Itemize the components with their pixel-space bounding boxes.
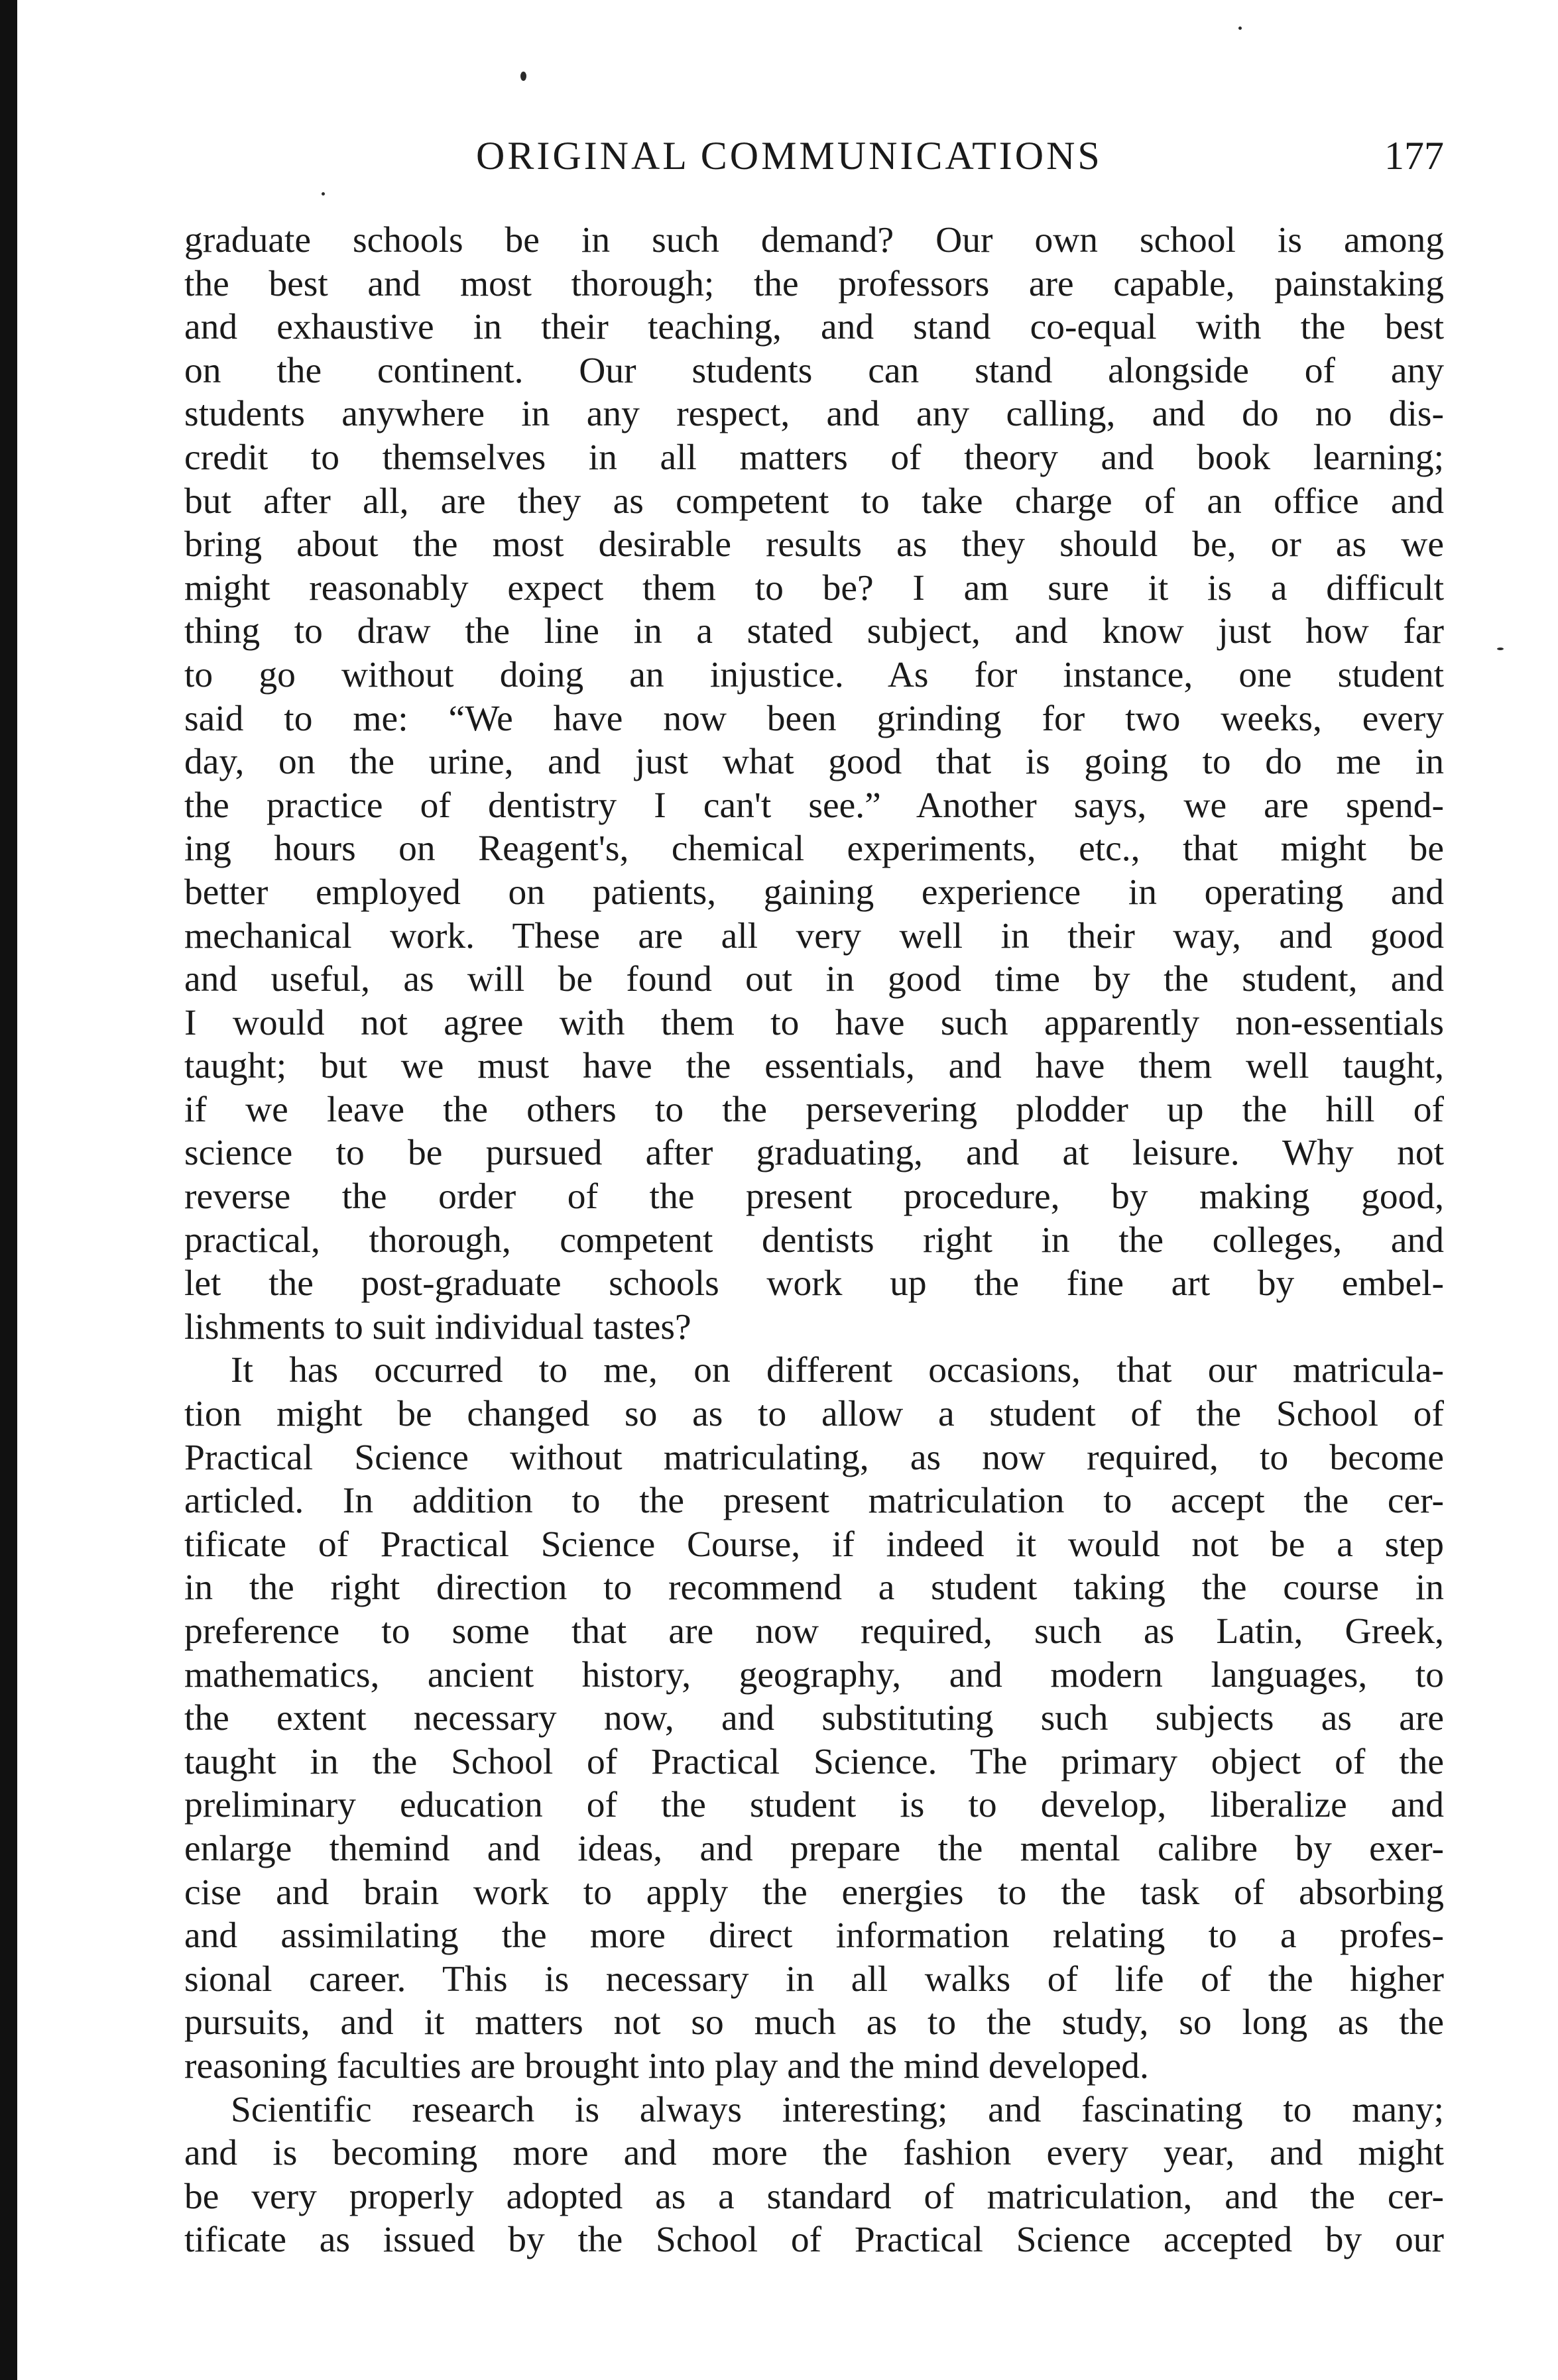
text-line: the best and most thorough; the professors are capable, painstaking [184,263,1444,304]
text-line: tion might be changed so as to allow a student of the School of [184,1394,1444,1435]
body-text [184,219,1444,2262]
text-line: credit to themselves in all matters of theory and book learning; [184,437,1444,478]
scan-speck [1238,27,1242,30]
page-number: 177 [1384,134,1444,178]
text-line: Practical Science without matriculating, as now required, to become [184,1437,1444,1478]
text-line: mechanical work. These are all very well in their way, and good [184,915,1444,956]
text-line: taught in the School of Practical Science. The primary object of the [184,1741,1444,1782]
text-line: pursuits, and it matters not so much as to the study, so long as the [184,2002,1444,2043]
text-line: tificate of Practical Science Course, if indeed it would not be a step [184,1524,1444,1565]
text-line: but after all, are they as competent to take charge of an office and [184,481,1444,522]
text-line: day, on the urine, and just what good that is going to do me in [184,742,1444,783]
scan-speck [1497,648,1504,650]
text-line: lishments to suit individual tastes? [184,1306,691,1347]
paragraph [184,1349,1444,2088]
text-line: sional career. This is necessary in all walks of life of the higher [184,1958,1444,2000]
text-line: bring about the most desirable results as they should be, or as we [184,524,1444,565]
text-line: Scientific research is always interesting; and fascinating to many; [231,2089,1444,2130]
scan-speck [322,192,325,196]
text-line: I would not agree with them to have such apparently non-essentials [184,1002,1444,1043]
text-line: articled. In addition to the present matriculation to accept the cer- [184,1481,1444,1522]
text-line: science to be pursued after graduating, and at leisure. Why not [184,1133,1444,1174]
text-line: if we leave the others to the persevering plodder up the hill of [184,1089,1444,1130]
text-line: preliminary education of the student is to develop, liberalize and [184,1785,1444,1826]
text-line: students anywhere in any respect, and any calling, and do no dis- [184,394,1444,435]
text-line: and exhaustive in their teaching, and stand co-equal with the best [184,307,1444,348]
text-line: tificate as issued by the School of Practical Science accepted by our [184,2220,1444,2261]
text-line: might reasonably expect them to be? I am sure it is a difficult [184,567,1444,608]
running-title: ORIGINAL COMMUNICATIONS [476,134,1103,178]
text-line: let the post-graduate schools work up the fine art by embel- [184,1263,1444,1304]
text-line: better employed on patients, gaining experience in operating and [184,872,1444,913]
text-line: be very properly adopted as a standard of matriculation, and the cer- [184,2176,1444,2217]
text-line: on the continent. Our students can stand alongside of any [184,350,1444,391]
text-line: preference to some that are now required, such as Latin, Greek, [184,1611,1444,1652]
text-line: said to me: “We have now been grinding for two weeks, every [184,698,1444,739]
text-line: in the right direction to recommend a student taking the course in [184,1567,1444,1609]
text-line: and useful, as will be found out in good time by the student, and [184,959,1444,1000]
text-line: cise and brain work to apply the energies to the task of absorbing [184,1872,1444,1913]
text-line: ing hours on Reagent's, chemical experiments, etc., that might be [184,828,1444,870]
text-line: reverse the order of the present procedure, by making good, [184,1176,1444,1218]
text-line: and is becoming more and more the fashion every year, and might [184,2133,1444,2174]
text-line: enlarge themind and ideas, and prepare the mental calibre by exer- [184,1828,1444,1869]
paragraph [184,2088,1444,2262]
paragraph [184,219,1444,1349]
text-line: and assimilating the more direct information relating to a profes- [184,1915,1444,1956]
text-line: the extent necessary now, and substituting such subjects as are [184,1698,1444,1739]
text-line: taught; but we must have the essentials, and have them well taught, [184,1046,1444,1087]
text-line: It has occurred to me, on different occasions, that our matricula- [231,1350,1444,1391]
text-line: thing to draw the line in a stated subject, and know just how far [184,611,1444,652]
text-line: practical, thorough, competent dentists right in the colleges, and [184,1219,1444,1261]
text-line: to go without doing an injustice. As for instance, one student [184,654,1444,695]
text-line: mathematics, ancient history, geography, and modern languages, to [184,1654,1444,1695]
scan-speck [520,72,526,81]
running-head [184,126,1444,186]
text-line: graduate schools be in such demand? Our own school is among [184,220,1444,260]
text-line: the practice of dentistry I can't see.” Another says, we are spend- [184,785,1444,826]
text-line: reasoning faculties are brought into play and the mind developed. [184,2045,1149,2086]
page-binding-edge [0,0,17,2380]
